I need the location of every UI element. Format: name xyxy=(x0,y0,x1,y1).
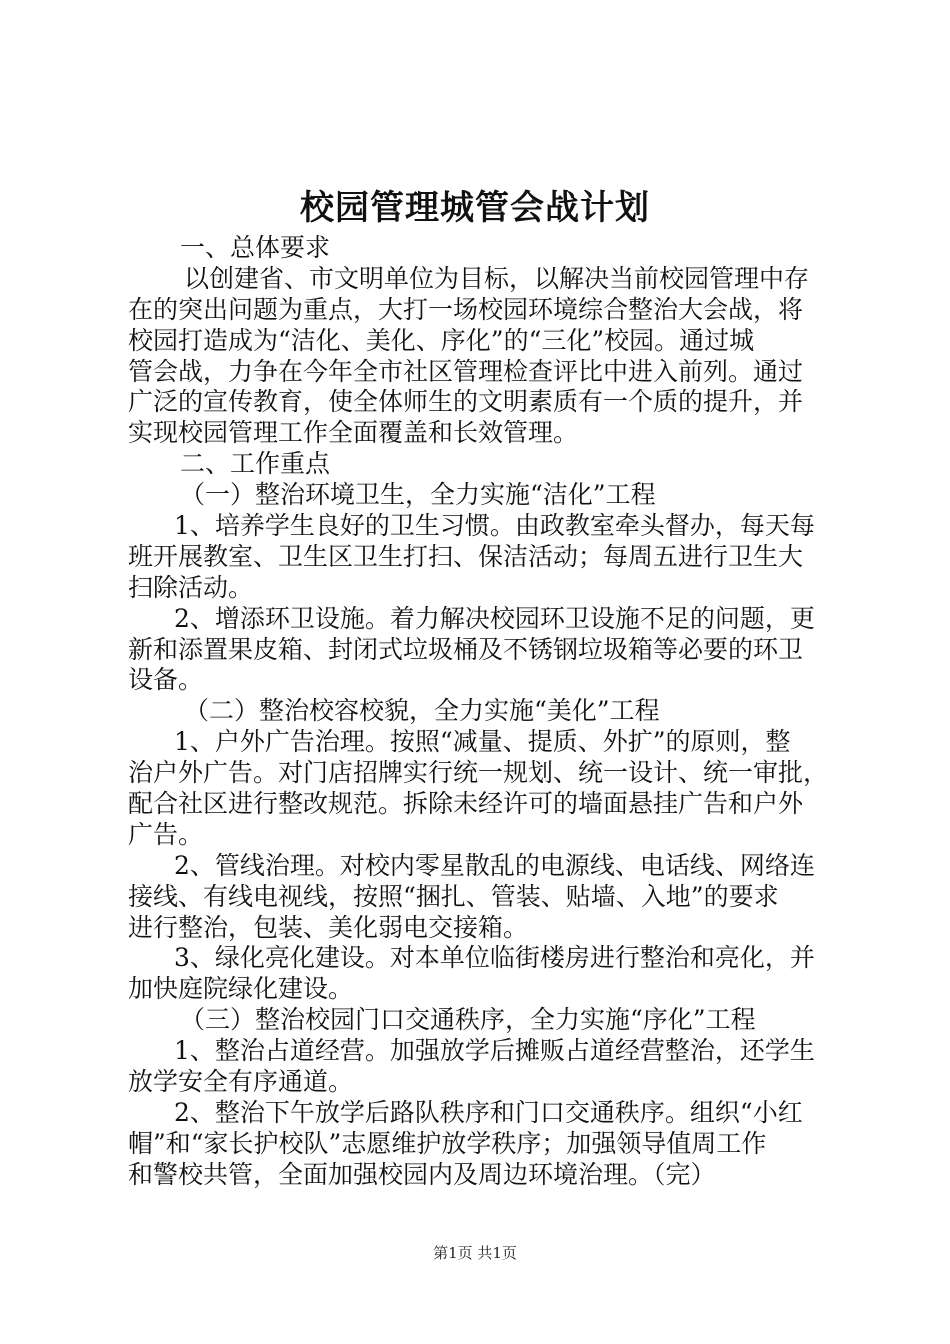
text-line: 管会战，力争在今年全市社区管理检查评比中进入前列。通过 xyxy=(128,356,804,386)
text-line: 以创建省、市文明单位为目标，以解决当前校园管理中存 xyxy=(184,263,810,293)
text-line: 和警校共管，全面加强校园内及周边环境治理。（完） xyxy=(128,1159,716,1189)
text-line: 在的突出问题为重点，大打一场校园环境综合整治大会战，将 xyxy=(128,294,804,324)
text-line: 一、总体要求 xyxy=(180,233,331,262)
text-line: 班开展教室、卫生区卫生打扫、保洁活动；每周五进行卫生大 xyxy=(128,541,804,571)
text-line: 广泛的宣传教育，使全体师生的文明素质有一个质的提升，并 xyxy=(128,387,804,417)
text-line: 配合社区进行整改规范。拆除未经许可的墙面悬挂广告和户外 xyxy=(128,789,804,819)
text-line: （三）整治校园门口交通秩序，全力实施“序化”工程 xyxy=(180,1005,756,1035)
text-line: 接线、有线电视线，按照“捆扎、管装、贴墙、入地”的要求 xyxy=(128,881,779,911)
text-line: 扫除活动。 xyxy=(128,572,254,602)
document-body xyxy=(128,233,828,1191)
text-line: 加快庭院绿化建设。 xyxy=(128,974,354,1004)
text-line: 3、绿化亮化建设。对本单位临街楼房进行整治和亮化，并 xyxy=(174,943,815,973)
text-line: 广告。 xyxy=(128,819,204,849)
text-line: 1、户外广告治理。按照“减量、提质、外扩”的原则，整 xyxy=(174,727,791,757)
text-line: （一）整治环境卫生，全力实施“洁化”工程 xyxy=(180,480,656,510)
page-footer: 第1页 共1页 xyxy=(433,1244,517,1262)
text-line: 新和添置果皮箱、封闭式垃圾桶及不锈钢垃圾箱等必要的环卫 xyxy=(128,634,804,664)
text-line: （二）整治校容校貌，全力实施“美化”工程 xyxy=(184,696,660,726)
text-line: 二、工作重点 xyxy=(180,449,331,479)
text-line: 校园打造成为“洁化、美化、序化”的“三化”校园。通过城 xyxy=(128,325,755,355)
text-line: 治户外广告。对门店招牌实行统一规划、统一设计、统一审批， xyxy=(128,758,829,788)
text-line: 实现校园管理工作全面覆盖和长效管理。 xyxy=(128,418,579,448)
text-line: 1、培养学生良好的卫生习惯。由政教室牵头督办，每天每 xyxy=(174,511,815,541)
text-line: 放学安全有序通道。 xyxy=(128,1067,354,1097)
document-title: 校园管理城管会战计划 xyxy=(300,188,650,228)
text-line: 帽”和“家长护校队”志愿维护放学秩序；加强领导值周工作 xyxy=(128,1128,767,1158)
text-line: 2、管线治理。对校内零星散乱的电源线、电话线、网络连 xyxy=(174,850,815,880)
text-line: 1、整治占道经营。加强放学后摊贩占道经营整治，还学生 xyxy=(174,1036,815,1066)
text-line: 设备。 xyxy=(128,665,204,695)
text-line: 2、整治下午放学后路队秩序和门口交通秩序。组织“小红 xyxy=(174,1097,803,1127)
text-line: 进行整治，包装、美化弱电交接箱。 xyxy=(128,912,529,942)
text-line: 2、增添环卫设施。着力解决校园环卫设施不足的问题，更 xyxy=(174,603,815,633)
